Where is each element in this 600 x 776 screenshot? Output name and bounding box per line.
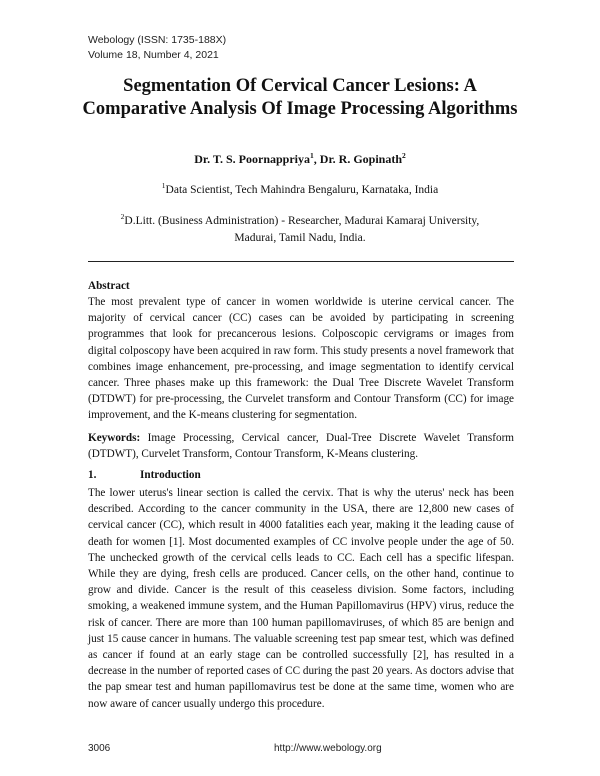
paper-title-line-1: Segmentation Of Cervical Cancer Lesions: A [123,76,477,96]
affiliation-2 [110,213,490,247]
affiliation-text: Data Scientist, Tech Mahindra Bengaluru, Karnataka, India [165,184,439,196]
abstract-text: The most prevalent type of cancer in women worldwide is uterine cervical cancer. The majority of cervical cancer (CC) cases can be avoided by participating in screening programmes that look for precancerous lesions. Colposcopic cervigrams or images from digital colposcopy have been acquired in raw form. This study presents a novel framework that combines image enhancement, pre-processing, and image segmentation to identify cervical cancer. Three phases make up this framework: the Dual Tree Discrete Wavelet Transform (DTDWT) for pre-processing, the Curvelet transform and Contour Transform (CC) for image improvement, and the K-means clustering for segmentation. [88,296,514,422]
introduction-text: The lower uterus's linear section is called the cervix. That is why the uterus' neck has been described. According to the cancer community in the USA, there are 12,800 new cases of cervical cancer (CC), which result in 4000 fatalities each year, making it the leading cause of death for women [1]. Most documented examples of CC involve people under the age of 50. The unchecked growth of the cervical cells leads to CC. Each cell has a specific lifespan. While they are dying, fresh cells are produced. Cancer cells, on the other hand, continue to grow and divide. Cancer is the result of this ceaseless division. Some factors, including smoking, a weakened immune system, and the Human Papillomavirus (HPV) virus, reduce the risk of cancer. There are more than 100 human papillomaviruses, of which 85 are benign and just 15 cause cancer in humans. The valuable screening test pap smear test, which was defined as cancer if found at an early stage can be controlled successfully [2], has resulted in a decrease in the number of reported cases of CC during the past 20 years. As doctors advise that the pap smear test and human papillomavirus test be done at the same time, women who are now aware of cancer usually undergo this procedure. [88,487,514,710]
keywords-label: Keywords: [88,432,141,444]
section-divider [88,261,514,262]
keywords-text: Image Processing, Cervical cancer, Dual-Tree Discrete Wavelet Transform (DTDWT), Curvelet Transform, Contour Transform, K-Means clustering. [88,432,514,461]
affiliation-mark: 1 [161,181,166,191]
section-number: 1. [88,469,97,481]
author-list [60,152,540,167]
journal-volume: Volume 18, Number 4, 2021 [88,49,219,61]
introduction-heading [88,469,201,481]
journal-url: http://www.webology.org [274,743,382,754]
paper-title [60,75,540,121]
page-number: 3006 [88,743,111,754]
section-title: Introduction [140,469,201,481]
affiliation-1 [110,182,490,199]
journal-header [88,33,226,63]
author-affiliation-mark: 1 [310,151,314,160]
author-affiliation-mark: 2 [402,151,406,160]
journal-issn: Webology (ISSN: 1735-188X) [88,34,227,46]
author-name: Dr. T. S. Poornappriya [194,152,311,166]
keywords [88,430,514,462]
affiliation-mark: 2 [120,212,125,222]
affiliation-text: D.Litt. (Business Administration) - Researcher, Madurai Kamaraj University, Madurai, Tamil Nadu, India. [124,215,480,244]
abstract-heading: Abstract [88,280,130,292]
author-name: Dr. R. Gopinath [319,152,403,166]
paper-title-line-2: Comparative Analysis Of Image Processing Algorithms [82,99,518,119]
author-separator: , [313,152,320,166]
